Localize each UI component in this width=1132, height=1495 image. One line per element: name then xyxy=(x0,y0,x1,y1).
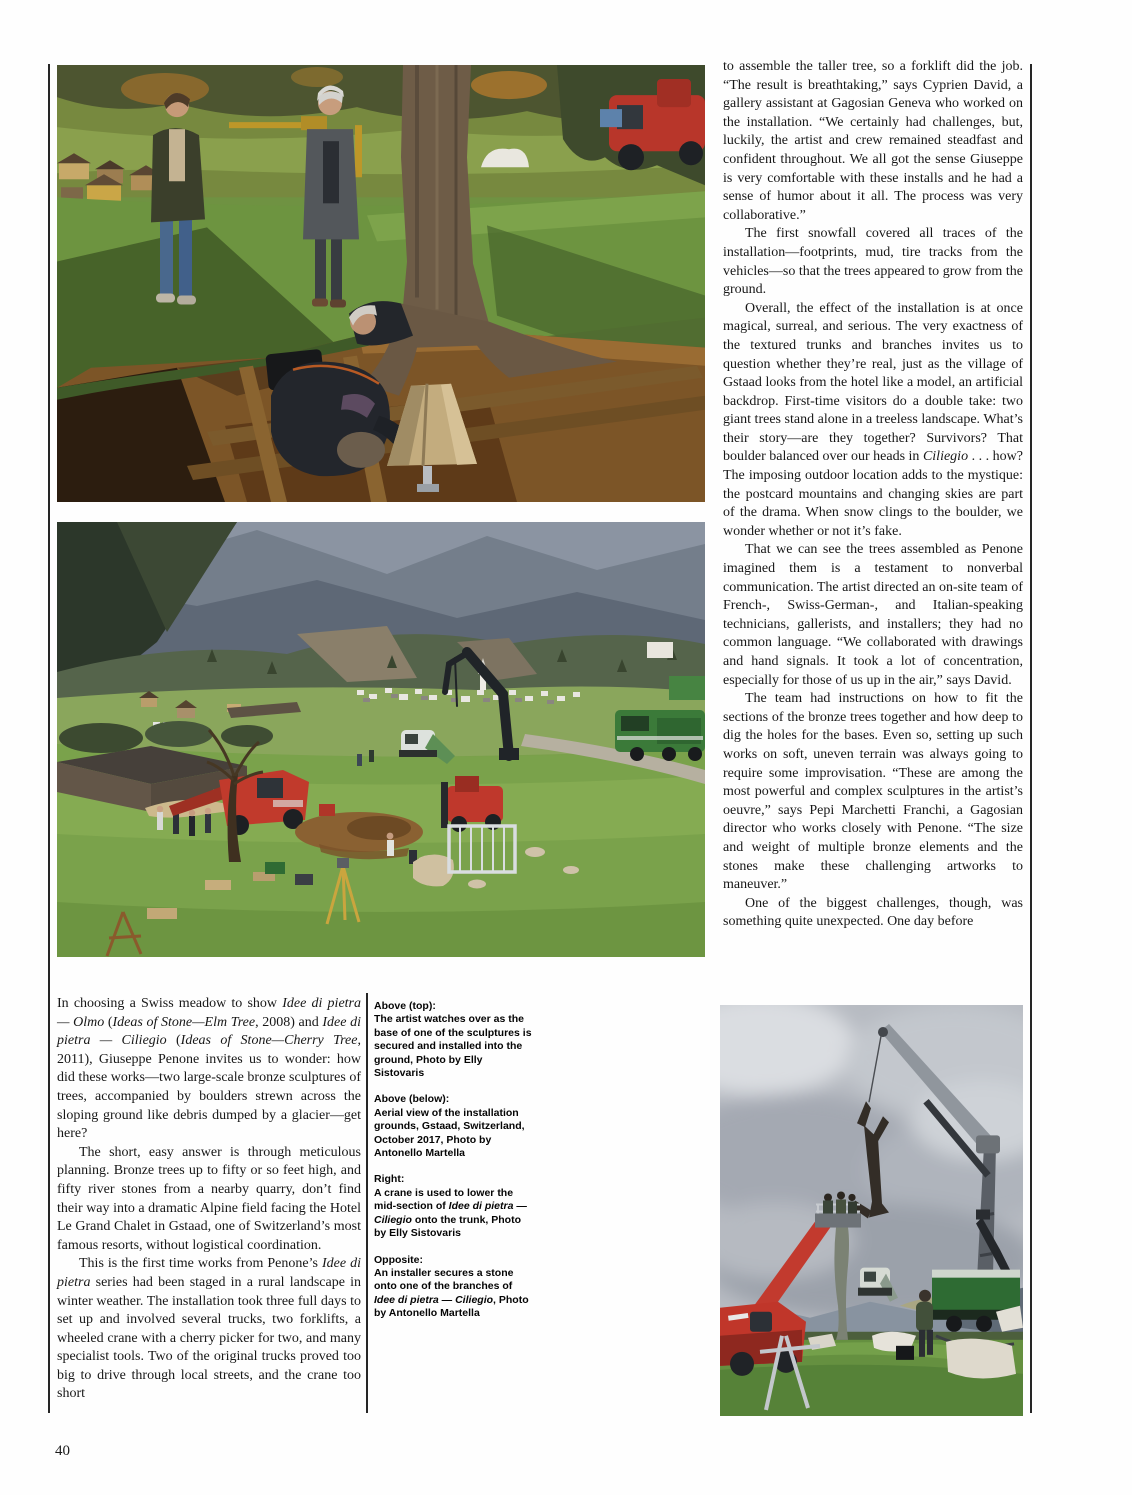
photo-crane-lowering-art xyxy=(720,1005,1023,1416)
caption-label: Above (top): xyxy=(374,1000,436,1012)
left-text-column xyxy=(57,995,361,1404)
right-text-column xyxy=(723,58,1023,932)
photo-installation-base-art xyxy=(57,65,705,502)
caption-label: Opposite: xyxy=(374,1253,423,1266)
photo-aerial-valley xyxy=(57,522,705,957)
paragraph: That we can see the trees assembled as Penone imagined them is a testament to nonverbal communication. The artist directed an on-site team of French-, Swiss-German-, and Italian-speaking technicians, gallerists, and installers; they had no common language. “We collaborated with drawings and hand signals. It took a lot of concentration, especially for those of us up in the air,” says David. xyxy=(723,542,1023,688)
caption-text: A crane is used to lower the mid-section of Idee di pietra — Ciliegio onto the trunk, Photo by Elly Sistovaris xyxy=(374,1186,527,1240)
caption-text: An installer secures a stone onto one of the branches of Idee di pietra — Ciliegio, Photo by Antonello Martella xyxy=(374,1266,529,1320)
caption-above-top xyxy=(374,1000,532,1080)
paragraph: This is the first time works from Penone’s Idee di pietra series had been staged in a rural landscape in winter weather. The installation took three full days to set up and involved several trucks, two forklifts, a wheeled crane with a cherry picker for two, and many specialist tools. Two of the original trucks proved too big to drive through local streets, and the crane too short xyxy=(57,1256,361,1402)
caption-label: Above (below): xyxy=(374,1093,450,1106)
column-rule-middle xyxy=(366,993,368,1413)
caption-text: Aerial view of the installation grounds, Gstaad, Switzerland, October 2017, Photo by Antonello Martella xyxy=(374,1106,525,1160)
paragraph: One of the biggest challenges, though, was something quite unexpected. One day before xyxy=(723,895,1023,930)
photo-crane-lowering xyxy=(720,1005,1023,1416)
paragraph: The short, easy answer is through meticulous planning. Bronze trees up to fifty or so feet high, and fifty river stones from a nearby quarry, don’t find their way into a dramatic Alpine field facing the Hotel Le Grand Chalet in Gstaad, one of Switzerland’s most famous resorts, without logistical coordination. xyxy=(57,1144,361,1253)
caption-above-below xyxy=(374,1093,532,1160)
caption-opposite xyxy=(374,1254,532,1321)
paragraph: The first snowfall covered all traces of the installation—footprints, mud, tire tracks from the vehicles—so that the trees appeared to grow from the ground. xyxy=(723,226,1023,298)
paragraph: In choosing a Swiss meadow to show Idee di pietra — Olmo (Ideas of Stone—Elm Tree, 2008) and Idee di pietra — Ciliegio (Ideas of Stone—Cherry Tree, 2011), Giuseppe Penone invites us to wonder: how did these works—two large-scale bronze sculptures of trees, accompanied by boulders strewn across the sloping ground like debris dumped by a glacier—get here? xyxy=(57,996,361,1142)
paragraph: to assemble the taller tree, so a forklift did the job. “The result is breathtaking,” says Cyprien David, a gallery assistant at Gagosian Geneva who worked on the installation. “We certainly had challenges, but, luckily, the artist and crew remained steadfast and confident throughout. We all got the sense Giuseppe is very comfortable with these installs and he had a sense of humor about it all. The process was very collaborative.” xyxy=(723,59,1023,223)
caption-column xyxy=(374,1000,532,1334)
column-rule-left xyxy=(48,64,50,1413)
paragraph: The team had instructions on how to fit the sections of the bronze trees together and how deep to dig the holes for the bases. Even so, setting up such works on soft, uneven terrain was always going to require some improvisation. “These are among the most powerful and complex sculptures in the artist’s oeuvre,” says Pepi Marchetti Franchi, a Gagosian director who works closely with Penone. “The size and weight of multiple bronze elements and the stones make these challenging artworks to maneuver.” xyxy=(723,691,1023,893)
paragraph: Overall, the effect of the installation is at once magical, surreal, and serious. The very exactness of the textured trunks and branches invites us to question whether they’re real, just as the village of Gstaad looks from the hotel like a model, an artificial backdrop. First-time visitors do a double take: two giant trees stand alone in a treeless landscape. What’s their story—are they together? Survivors? That boulder balanced over our heads in Ciliegio . . . how? The imposing outdoor location adds to the mystique: the postcard mountains and changing skies are part of the drama. When snow clings to the boulder, we wonder whether or not it’s fake. xyxy=(723,300,1023,539)
caption-right xyxy=(374,1173,532,1240)
photo-installation-base xyxy=(57,65,705,502)
photo-aerial-valley-art xyxy=(57,522,705,957)
column-rule-right xyxy=(1030,64,1032,1413)
caption-label: Right: xyxy=(374,1173,405,1186)
page-number: 40 xyxy=(55,1443,70,1459)
caption-text: The artist watches over as the base of one of the sculptures is secured and installed into the ground, Photo by Elly Sistovaris xyxy=(374,1013,532,1080)
